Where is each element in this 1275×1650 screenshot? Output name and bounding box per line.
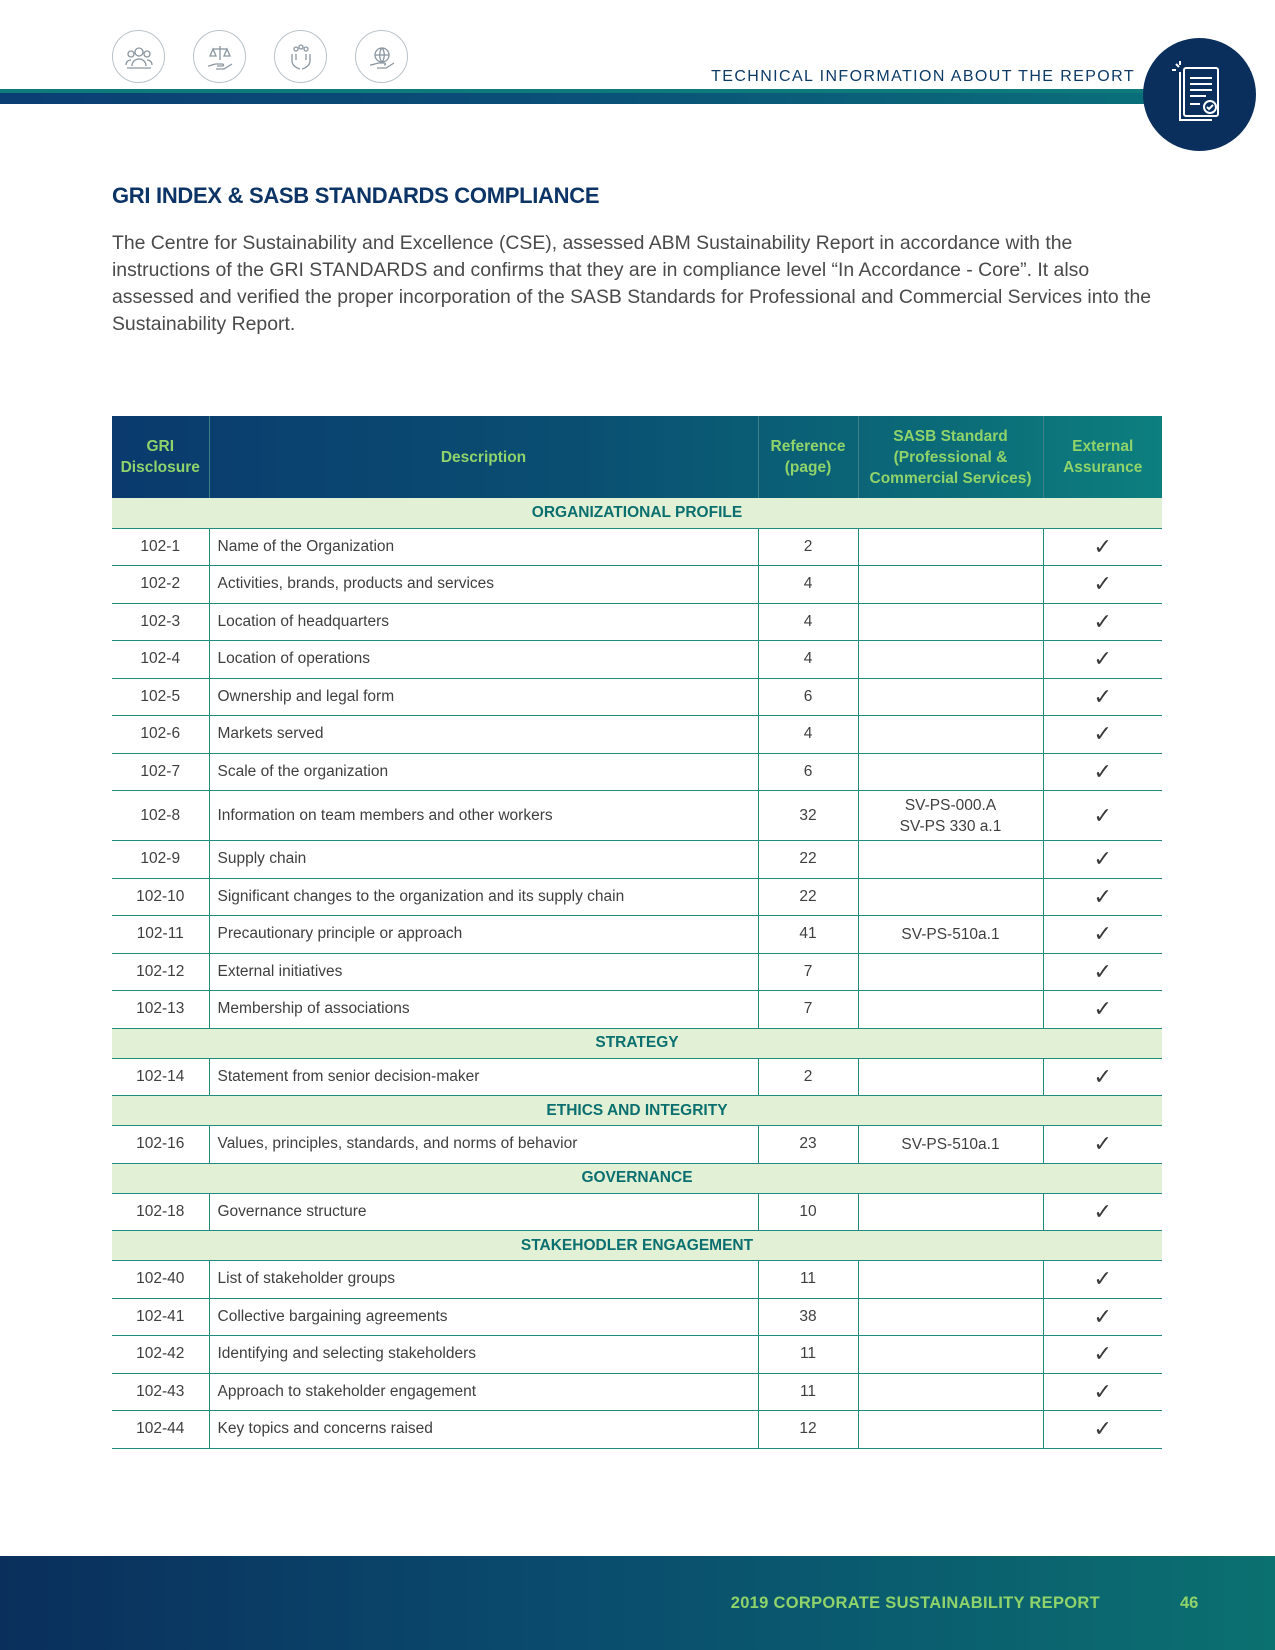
- assurance-cell: [1043, 716, 1162, 754]
- description-cell: Approach to stakeholder engagement: [209, 1373, 758, 1411]
- table-row: [112, 1336, 1162, 1374]
- checkmark-icon: ✓: [1093, 883, 1112, 909]
- header-external-assurance: External Assurance: [1043, 416, 1162, 498]
- checkmark-icon: ✓: [1093, 683, 1112, 709]
- assurance-cell: [1043, 953, 1162, 991]
- disclosure-code: 102-41: [112, 1298, 209, 1336]
- disclosure-code: 102-2: [112, 566, 209, 604]
- section-row: [112, 498, 1162, 528]
- section-row: [112, 1163, 1162, 1193]
- checkmark-icon: ✓: [1093, 721, 1112, 747]
- section-title: GOVERNANCE: [112, 1163, 1162, 1193]
- assurance-cell: [1043, 1373, 1162, 1411]
- description-cell: Membership of associations: [209, 991, 758, 1029]
- raised-hands-icon: [274, 30, 327, 83]
- disclosure-code: 102-14: [112, 1058, 209, 1096]
- checkmark-icon: ✓: [1093, 802, 1112, 828]
- disclosure-code: 102-44: [112, 1411, 209, 1449]
- sasb-standard: SV-PS-510a.1: [858, 1126, 1043, 1164]
- checkmark-icon: ✓: [1093, 1341, 1112, 1367]
- reference-page: 6: [758, 753, 858, 791]
- disclosure-code: 102-42: [112, 1336, 209, 1374]
- reference-page: 2: [758, 528, 858, 566]
- header-gri-disclosure: GRI Disclosure: [120, 438, 200, 476]
- disclosure-code: 102-43: [112, 1373, 209, 1411]
- disclosure-code: 102-4: [112, 641, 209, 679]
- assurance-cell: [1043, 791, 1162, 841]
- footer-report-title: 2019 CORPORATE SUSTAINABILITY REPORT: [730, 1594, 1100, 1612]
- assurance-cell: [1043, 841, 1162, 879]
- section-title: ETHICS AND INTEGRITY: [112, 1096, 1162, 1126]
- checkmark-icon: ✓: [1093, 1131, 1112, 1157]
- description-cell: Activities, brands, products and services: [209, 566, 758, 604]
- reference-page: 22: [758, 878, 858, 916]
- description-cell: Collective bargaining agreements: [209, 1298, 758, 1336]
- checkmark-icon: ✓: [1093, 958, 1112, 984]
- table-row: [112, 1261, 1162, 1299]
- description-cell: Ownership and legal form: [209, 678, 758, 716]
- section-row: [112, 1096, 1162, 1126]
- checkmark-icon: ✓: [1093, 1198, 1112, 1224]
- sasb-standard: [858, 566, 1043, 604]
- globe-hand-icon: [355, 30, 408, 83]
- people-group-icon: [112, 30, 165, 83]
- gri-index-table: [112, 416, 1162, 1449]
- reference-page: 12: [758, 1411, 858, 1449]
- table-row: [112, 916, 1162, 954]
- table-row: [112, 791, 1162, 841]
- checkmark-icon: ✓: [1093, 571, 1112, 597]
- description-cell: Values, principles, standards, and norms of behavior: [209, 1126, 758, 1164]
- section-row: [112, 1028, 1162, 1058]
- description-cell: Markets served: [209, 716, 758, 754]
- disclosure-code: 102-18: [112, 1193, 209, 1231]
- table-row: [112, 641, 1162, 679]
- table-header-row: [112, 416, 1162, 498]
- table-row: [112, 841, 1162, 879]
- assurance-cell: [1043, 1261, 1162, 1299]
- table-row: [112, 953, 1162, 991]
- disclosure-code: 102-6: [112, 716, 209, 754]
- disclosure-code: 102-3: [112, 603, 209, 641]
- table-row: [112, 716, 1162, 754]
- sasb-standard: [858, 753, 1043, 791]
- assurance-cell: [1043, 566, 1162, 604]
- checkmark-icon: ✓: [1093, 1416, 1112, 1442]
- table-row: [112, 1373, 1162, 1411]
- disclosure-code: 102-11: [112, 916, 209, 954]
- scale-hand-icon: [193, 30, 246, 83]
- section-title: STAKEHODLER ENGAGEMENT: [112, 1231, 1162, 1261]
- assurance-cell: [1043, 1058, 1162, 1096]
- disclosure-code: 102-40: [112, 1261, 209, 1299]
- checkmark-icon: ✓: [1093, 1063, 1112, 1089]
- table-row: [112, 1411, 1162, 1449]
- description-cell: Statement from senior decision-maker: [209, 1058, 758, 1096]
- table-row: [112, 678, 1162, 716]
- checkmark-icon: ✓: [1093, 921, 1112, 947]
- sasb-standard: SV-PS-510a.1: [858, 916, 1043, 954]
- disclosure-code: 102-7: [112, 753, 209, 791]
- table-row: [112, 566, 1162, 604]
- sasb-standard: [858, 716, 1043, 754]
- header-reference: Reference (page): [758, 416, 858, 498]
- table-row: [112, 603, 1162, 641]
- checkmark-icon: ✓: [1093, 1378, 1112, 1404]
- intro-paragraph: The Centre for Sustainability and Excellence (CSE), assessed ABM Sustainability Report in accordance with the instructions of the GRI STANDARDS and confirms that they are in compliance level “In Accordance - Core”. It also assessed and verified the proper incorporation of the SASB Standards for Professional and Commercial Services into the Sustainability Report.: [112, 232, 1152, 335]
- table-row: [112, 753, 1162, 791]
- checkmark-icon: ✓: [1093, 1266, 1112, 1292]
- description-cell: Location of headquarters: [209, 603, 758, 641]
- description-cell: Supply chain: [209, 841, 758, 879]
- description-cell: List of stakeholder groups: [209, 1261, 758, 1299]
- disclosure-code: 102-8: [112, 791, 209, 841]
- sasb-standard: [858, 791, 1043, 841]
- table-row: [112, 528, 1162, 566]
- reference-page: 41: [758, 916, 858, 954]
- sasb-standard: [858, 1193, 1043, 1231]
- sasb-standard: [858, 528, 1043, 566]
- assurance-cell: [1043, 916, 1162, 954]
- description-cell: Precautionary principle or approach: [209, 916, 758, 954]
- reference-page: 7: [758, 953, 858, 991]
- table-row: [112, 1298, 1162, 1336]
- sasb-standard: [858, 641, 1043, 679]
- checkmark-icon: ✓: [1093, 846, 1112, 872]
- description-cell: External initiatives: [209, 953, 758, 991]
- assurance-cell: [1043, 1126, 1162, 1164]
- assurance-cell: [1043, 753, 1162, 791]
- disclosure-code: 102-9: [112, 841, 209, 879]
- reference-page: 6: [758, 678, 858, 716]
- sasb-code-line: SV-PS 330 a.1: [899, 817, 1002, 835]
- section-header-title: TECHNICAL INFORMATION ABOUT THE REPORT: [711, 68, 1135, 85]
- disclosure-code: 102-13: [112, 991, 209, 1029]
- sasb-standard: [858, 1336, 1043, 1374]
- sasb-standard: [858, 1411, 1043, 1449]
- assurance-cell: [1043, 1411, 1162, 1449]
- sasb-standard: [858, 1058, 1043, 1096]
- report-badge: [1143, 38, 1256, 151]
- header-description: Description: [209, 416, 758, 498]
- checkmark-icon: ✓: [1093, 646, 1112, 672]
- page-title: GRI INDEX & SASB STANDARDS COMPLIANCE: [112, 183, 600, 208]
- section-title: ORGANIZATIONAL PROFILE: [112, 498, 1162, 528]
- checkmark-icon: ✓: [1093, 996, 1112, 1022]
- assurance-cell: [1043, 1193, 1162, 1231]
- sasb-standard: [858, 1298, 1043, 1336]
- sasb-standard: [858, 953, 1043, 991]
- reference-page: 2: [758, 1058, 858, 1096]
- checkmark-icon: ✓: [1093, 533, 1112, 559]
- sasb-standard: [858, 841, 1043, 879]
- reference-page: 22: [758, 841, 858, 879]
- header-bar: [0, 89, 1150, 104]
- assurance-cell: [1043, 1298, 1162, 1336]
- page-number: 46: [1180, 1594, 1199, 1612]
- checkmark-icon: ✓: [1093, 608, 1112, 634]
- table-row: [112, 991, 1162, 1029]
- description-cell: Identifying and selecting stakeholders: [209, 1336, 758, 1374]
- description-cell: Location of operations: [209, 641, 758, 679]
- section-title: STRATEGY: [112, 1028, 1162, 1058]
- assurance-cell: [1043, 603, 1162, 641]
- reference-page: 10: [758, 1193, 858, 1231]
- reference-page: 4: [758, 603, 858, 641]
- checkmark-icon: ✓: [1093, 1303, 1112, 1329]
- reference-page: 32: [758, 791, 858, 841]
- assurance-cell: [1043, 991, 1162, 1029]
- document-check-icon: [1170, 60, 1230, 130]
- description-cell: Name of the Organization: [209, 528, 758, 566]
- table-row: [112, 1058, 1162, 1096]
- sasb-code-line: SV-PS-000.A: [904, 796, 997, 814]
- description-cell: Governance structure: [209, 1193, 758, 1231]
- description-cell: Information on team members and other workers: [209, 791, 758, 841]
- reference-page: 7: [758, 991, 858, 1029]
- assurance-cell: [1043, 641, 1162, 679]
- sasb-standard: [858, 991, 1043, 1029]
- header-icon-row: [112, 30, 408, 83]
- sasb-standard: [858, 603, 1043, 641]
- assurance-cell: [1043, 678, 1162, 716]
- assurance-cell: [1043, 878, 1162, 916]
- checkmark-icon: ✓: [1093, 758, 1112, 784]
- description-cell: Scale of the organization: [209, 753, 758, 791]
- sasb-standard: [858, 1373, 1043, 1411]
- reference-page: 38: [758, 1298, 858, 1336]
- disclosure-code: 102-16: [112, 1126, 209, 1164]
- table-row: [112, 878, 1162, 916]
- reference-page: 4: [758, 566, 858, 604]
- disclosure-code: 102-10: [112, 878, 209, 916]
- sasb-standard: [858, 678, 1043, 716]
- reference-page: 11: [758, 1373, 858, 1411]
- disclosure-code: 102-12: [112, 953, 209, 991]
- assurance-cell: [1043, 1336, 1162, 1374]
- sasb-standard: [858, 1261, 1043, 1299]
- description-cell: Key topics and concerns raised: [209, 1411, 758, 1449]
- disclosure-code: 102-5: [112, 678, 209, 716]
- reference-page: 23: [758, 1126, 858, 1164]
- reference-page: 11: [758, 1336, 858, 1374]
- table-row: [112, 1193, 1162, 1231]
- sasb-standard: [858, 878, 1043, 916]
- header-sasb-standard: SASB Standard (Professional & Commercial Services): [858, 416, 1043, 498]
- reference-page: 4: [758, 716, 858, 754]
- table-row: [112, 1126, 1162, 1164]
- assurance-cell: [1043, 528, 1162, 566]
- reference-page: 11: [758, 1261, 858, 1299]
- reference-page: 4: [758, 641, 858, 679]
- disclosure-code: 102-1: [112, 528, 209, 566]
- description-cell: Significant changes to the organization and its supply chain: [209, 878, 758, 916]
- section-row: [112, 1231, 1162, 1261]
